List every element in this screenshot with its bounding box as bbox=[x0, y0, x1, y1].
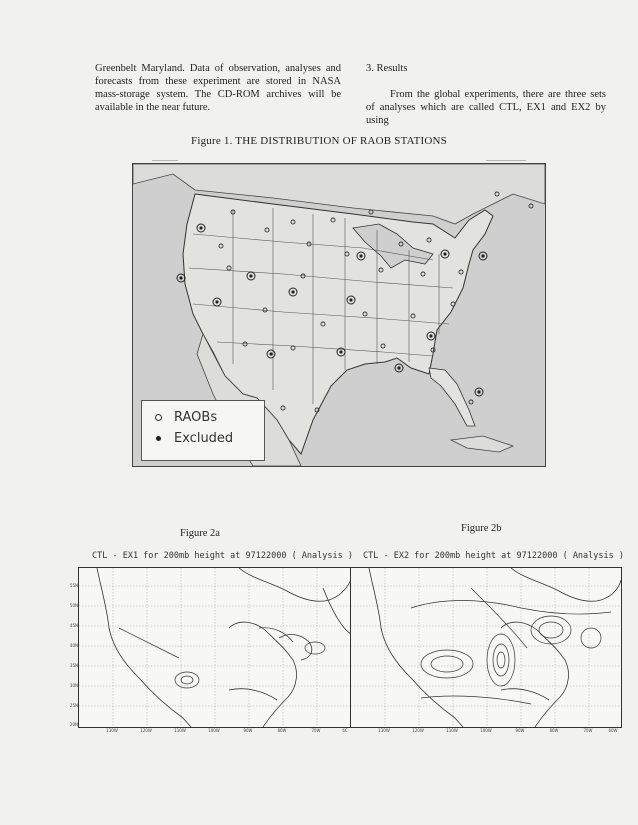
gridlines bbox=[79, 568, 351, 727]
lon-label: 100W bbox=[208, 728, 220, 733]
caption-rule bbox=[152, 160, 178, 161]
figure2b-label: Figure 2b bbox=[461, 523, 502, 534]
lon-label: 90W bbox=[243, 728, 253, 733]
lon-label: 90W bbox=[515, 728, 525, 733]
raob-station bbox=[529, 204, 533, 208]
figure2a-title: CTL - EX1 for 200mb height at 97122000 ( Analysis ) bbox=[92, 551, 353, 561]
lat-label: 45N bbox=[69, 623, 78, 628]
lat-label: 35N bbox=[69, 663, 78, 668]
lon-label: 70W bbox=[583, 728, 593, 733]
figure2a-panel bbox=[78, 567, 352, 728]
lat-label: 55N bbox=[69, 583, 78, 588]
figure2a-label: Figure 2a bbox=[180, 528, 220, 539]
left-paragraph: Greenbelt Maryland. Data of observation, analyses and forecasts from these experiment are stored in NASA mass-storage system. The CD-ROM archives will be available in the near future. bbox=[95, 63, 341, 113]
lon-label: 6C bbox=[342, 728, 348, 733]
legend-raobs-label: RAOBs bbox=[174, 410, 218, 425]
raob-station bbox=[369, 210, 373, 214]
florida-peninsula bbox=[429, 368, 475, 426]
figure1-caption: Figure 1. THE DISTRIBUTION OF RAOB STATIONS bbox=[191, 135, 447, 147]
lon-label: 60W bbox=[608, 728, 618, 733]
legend-excluded-label: Excluded bbox=[174, 431, 234, 446]
results-heading: 3. Results bbox=[366, 63, 408, 74]
lon-label: 70W bbox=[311, 728, 321, 733]
lat-label: 40N bbox=[69, 643, 78, 648]
figure2b-title: CTL - EX2 for 200mb height at 97122000 ( Analysis ) bbox=[363, 551, 624, 561]
lon-label: 80W bbox=[277, 728, 287, 733]
legend-row-excluded bbox=[152, 430, 233, 447]
open-circle-icon bbox=[152, 409, 164, 426]
coastlines bbox=[97, 568, 351, 727]
coastlines bbox=[369, 568, 621, 727]
lon-label: 120W bbox=[412, 728, 424, 733]
gridlines bbox=[351, 568, 621, 727]
legend-row-raobs bbox=[152, 409, 217, 426]
results-paragraph: From the global experiments, there are three sets of analyses which are called CTL, EX1 and EX2 by using bbox=[366, 89, 606, 126]
lon-label: 130W bbox=[106, 728, 118, 733]
lon-label: 80W bbox=[549, 728, 559, 733]
lat-label: 50N bbox=[69, 603, 78, 608]
right-text-column bbox=[366, 62, 606, 127]
figure2b-map bbox=[351, 568, 621, 727]
excluded-station bbox=[177, 274, 185, 282]
figure2b-panel bbox=[350, 567, 622, 728]
height-contours bbox=[119, 628, 325, 688]
cuba-island bbox=[451, 436, 513, 452]
excluded-station bbox=[395, 364, 403, 372]
caption-rule bbox=[486, 160, 526, 161]
lon-label: 100W bbox=[480, 728, 492, 733]
raob-station bbox=[469, 400, 473, 404]
lon-label: 110W bbox=[446, 728, 458, 733]
lon-label: 120W bbox=[140, 728, 152, 733]
figure2a-map bbox=[79, 568, 351, 727]
left-text-column bbox=[95, 62, 341, 114]
lat-label: 20N bbox=[69, 722, 78, 727]
map-legend bbox=[141, 400, 265, 461]
lon-label: 110W bbox=[174, 728, 186, 733]
excluded-station bbox=[475, 388, 483, 396]
lat-label: 25N bbox=[69, 703, 78, 708]
lat-label: 30N bbox=[69, 683, 78, 688]
filled-dot-icon bbox=[152, 430, 164, 447]
excluded-station bbox=[479, 252, 487, 260]
lon-label: 130W bbox=[378, 728, 390, 733]
